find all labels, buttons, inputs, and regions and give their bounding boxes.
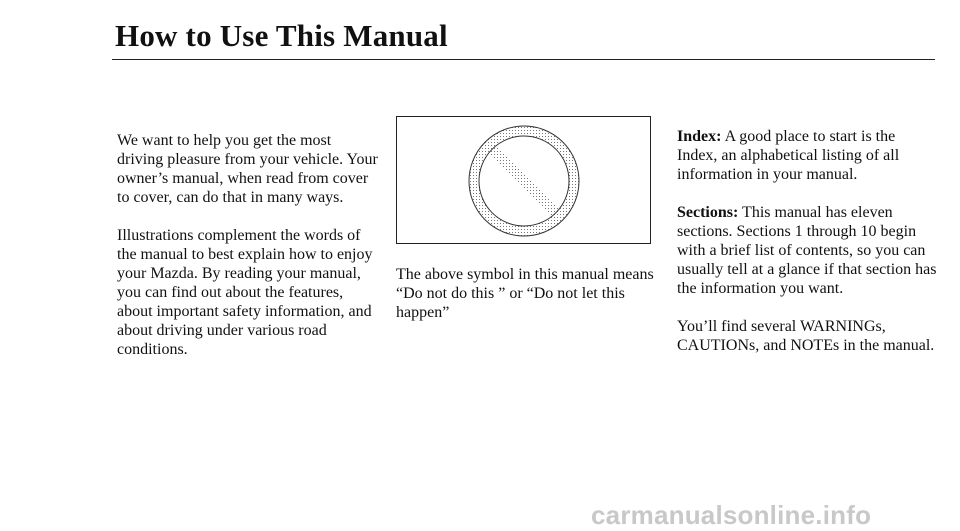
navigation-column: [677, 127, 939, 355]
index-text: A good place to start is the Index, an alphabetical listing of all information in your manual.: [677, 128, 900, 183]
index-paragraph: [677, 127, 939, 184]
intro-column: [117, 131, 379, 359]
prohibition-icon: [397, 117, 652, 245]
symbol-caption: The above symbol in this manual means “Do not do this ” or “Do not let this happen”: [396, 266, 654, 321]
symbol-box: [396, 116, 651, 244]
closing-paragraph: You’ll find several WARNINGs, CAUTIONs, and NOTEs in the manual.: [677, 318, 935, 354]
intro-paragraph: We want to help you get the most driving pleasure from your vehicle. Your owner’s manual, when read from cover to cover, can do that in many ways.: [117, 132, 378, 206]
sections-text: This manual has eleven sections. Sections 1 through 10 begin with a brief list of contents, so you can usually tell at a glance if that section has the information you want.: [677, 204, 937, 297]
sections-label: Sections:: [677, 204, 739, 221]
title-rule: [112, 59, 935, 60]
page-title: How to Use This Manual: [115, 18, 448, 53]
watermark: carmanualsonline.info: [591, 500, 872, 530]
symbol-caption-column: [396, 265, 656, 322]
illustrations-paragraph: Illustrations complement the words of the manual to best explain how to enjoy your Mazda. By reading your manual, you can find out about the features, about important safety information, and about driving under various road conditions.: [117, 227, 373, 358]
sections-paragraph: [677, 203, 939, 298]
index-label: Index:: [677, 128, 722, 145]
